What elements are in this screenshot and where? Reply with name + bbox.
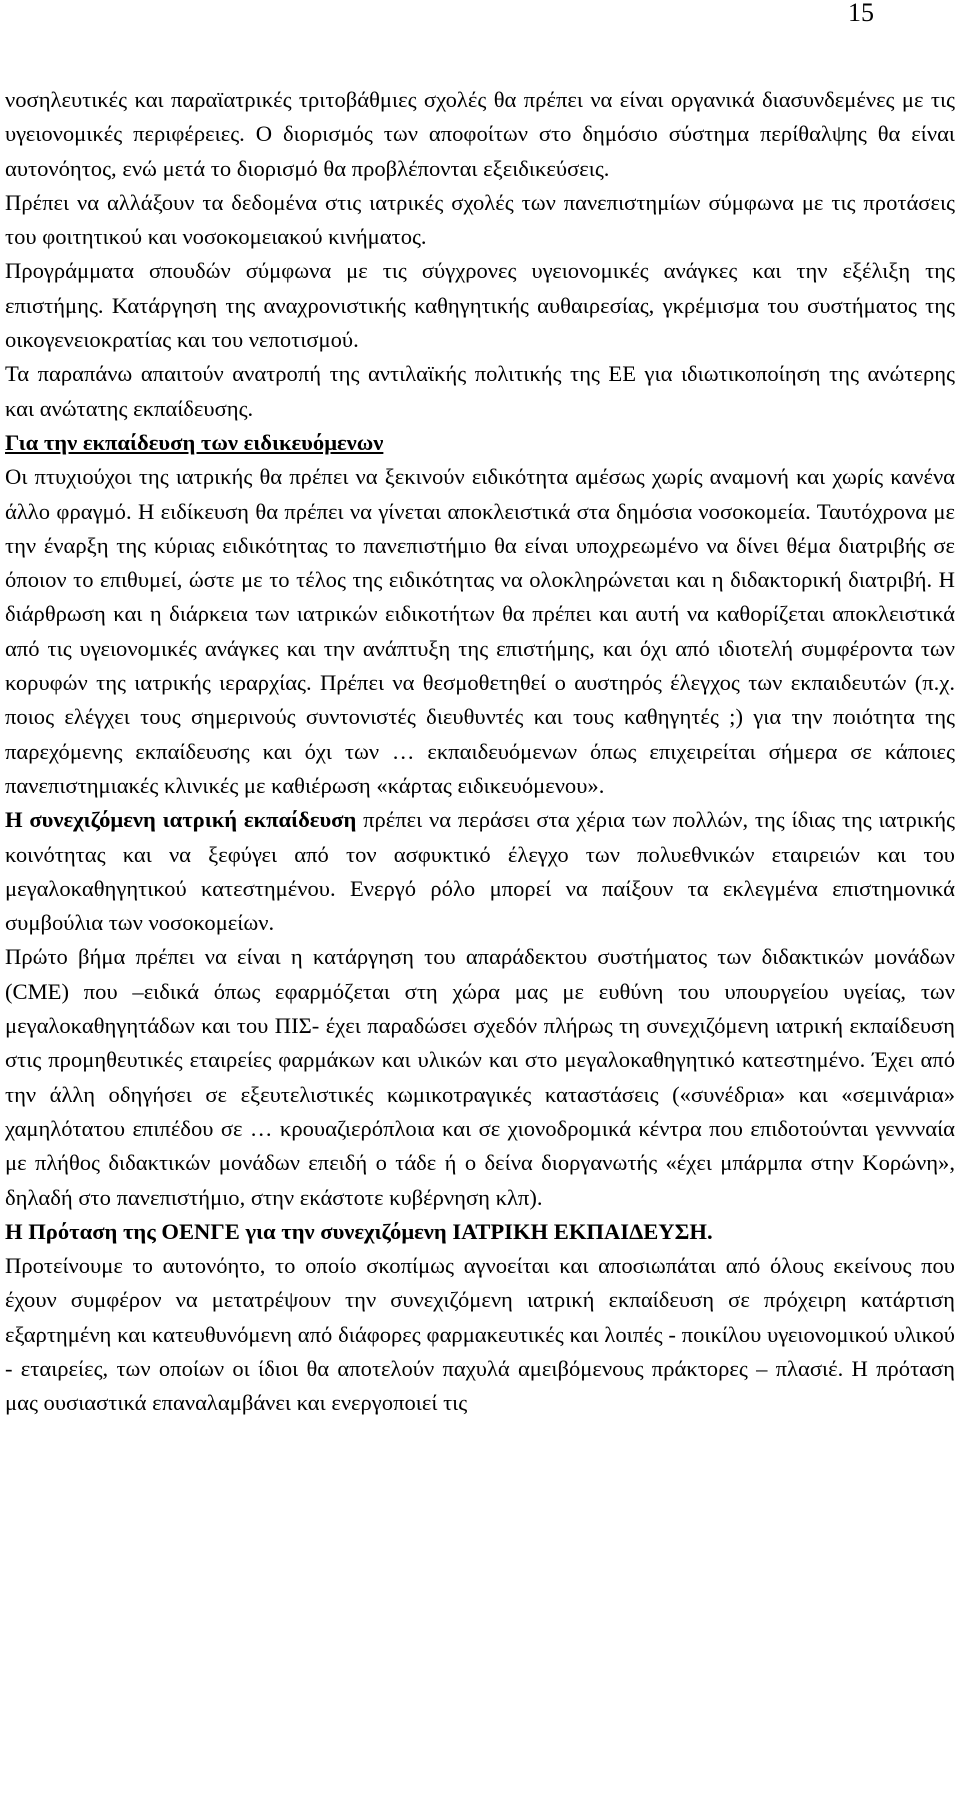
continuing-education-text: πρέπει να περάσει στα χέρια των πολλών, της ίδιας της ιατρικής κοινότητας και να ξεφύγει από τον ασφυκτικό έλεγχο των πολυεθνικών εταιρειών και του μεγαλοκαθηγητικού κατεστημένου. Ενεργό ρόλο μπορεί να παίξουν τα εκλεγμένα επιστημονικά συμβούλια των νοσοκομείων. (5, 807, 956, 936)
continuing-education-bold: Η συνεχιζόμενη ιατρική εκπαίδευση (5, 807, 357, 833)
paragraph-cme-abolition: Πρώτο βήμα πρέπει να είναι η κατάργηση του απαράδεκτου συστήματος των διδακτικών μονάδων (CME) που –ειδικά όπως εφαρμόζεται στη χώρα μας με ευθύνη του υπουργείου υγείας, των μεγαλοκαθηγητάδων και του ΠΙΣ- έχει παραδώσει σχεδόν πλήρως τη συνεχιζόμενη ιατρική εκπαίδευση στις προμηθευτικές εταιρείες φαρμάκων και υλικών και στο μεγαλοκαθηγητικό κατεστημένο. Έχει από την άλλη οδηγήσει σε εξευτελιστικές κωμικοτραγικές καταστάσεις («συνέδρια» και «σεμινάρια» χαμηλότατου επιπέδου σε … κρουαζιερόπλοια και σε χιονοδρομικά κέντρα που επιδοτούνται γεννναία με πλήθος διδακτικών μονάδων επειδή ο τάδε ή ο δείνα διοργανωτής «έχει μπάρμπα στην Κορώνη», δηλαδή στο πανεπιστήμιο, στην εκάστοτε κυβέρνηση κλπ). (5, 944, 955, 1210)
paragraph-nursing-schools: νοσηλευτικές και παραϊατρικές τριτοβάθμιες σχολές θα πρέπει να είναι οργανικά διασυνδεμένες με τις υγειονομικές περιφέρειες. Ο διορισμός των αποφοίτων στο δημόσιο σύστημα περίθαλψης θα είναι αυτονόητος, ενώ μετά το διορισμό θα προβλέπονται εξειδικεύσεις. (5, 87, 955, 181)
heading-residents-education: Για την εκπαίδευση των ειδικευόμενων (5, 429, 384, 455)
paragraph-residents: Οι πτυχιούχοι της ιατρικής θα πρέπει να ξεκινούν ειδικότητα αμέσως χωρίς αναμονή και χωρίς κανένα άλλο φραγμό. Η ειδίκευση θα πρέπει να γίνεται αποκλειστικά στα δημόσια νοσοκομεία. Ταυτόχρονα με την έναρξη της κύριας ειδικότητας το πανεπιστήμιο θα είναι υποχρεωμένο να δίνει θέμα διατριβής σε όποιον το επιθυμεί, ώστε με το τέλος της ειδικότητας να ολοκληρώνεται και η διδακτορική διατριβή. Η διάρθρωση και η διάρκεια των ιατρικών ειδικοτήτων θα πρέπει και αυτή να καθορίζεται αποκλειστικά από τις υγειονομικές ανάγκες και την ανάπτυξη της επιστήμης, και όχι από ιδιοτελή συμφέροντα των κορυφών της ιατρικής ιεραρχίας. Πρέπει να θεσμοθετηθεί ο αυστηρός έλεγχος των εκπαιδευτών (π.χ. ποιος ελέγχει τους σημερινούς συντονιστές διευθυντές και τους καθηγητές ;) για την ποιότητα της παρεχόμενης εκπαίδευσης και όχι των … εκπαιδευόμενων όπως επιχειρείται σήμερα σε κάποιες πανεπιστημιακές κλινικές με καθιέρωση «κάρτας ειδικευόμενου». (5, 464, 955, 798)
paragraph-proposal: Προτείνουμε το αυτονόητο, το οποίο σκοπίμως αγνοείται και αποσιωπάται από όλους εκείνους που έχουν συμφέρον να μετατρέψουν την συνεχιζόμενη ιατρική εκπαίδευση σε πρόχειρη κατάρτιση εξαρτημένη και κατευθυνόμενη από διάφορες φαρμακευτικές και λοιπές - ποικίλου υγειονομικού υλικού - εταιρείες, των οποίων οι ίδιοι θα αποτελούν παχυλά αμειβόμενους πράκτορες – πλασιέ. Η πρόταση μας ουσιαστικά επαναλαμβάνει και ενεργοποιεί τις (5, 1253, 955, 1416)
paragraph-curricula: Προγράμματα σπουδών σύμφωνα με τις σύγχρονες υγειονομικές ανάγκες και την εξέλιξη της επιστήμης. Κατάργηση της αναχρονιστικής καθηγητικής αυθαιρεσίας, γκρέμισμα του συστήματος της οικογενειοκρατίας και του νεποτισμού. (5, 258, 955, 353)
document-body (5, 83, 955, 1421)
paragraph-medical-schools: Πρέπει να αλλάξουν τα δεδομένα στις ιατρικές σχολές των πανεπιστημίων σύμφωνα με τις προτάσεις του φοιτητικού και νοσοκομειακού κινήματος. (5, 189, 955, 250)
paragraph-eu-policy: Τα παραπάνω απαιτούν ανατροπή της αντιλαϊκής πολιτικής της ΕΕ για ιδιωτικοποίηση της ανώτερης και ανώτατης εκπαίδευσης. (5, 361, 955, 421)
heading-oenge-proposal (5, 1215, 955, 1249)
page-number: 15 (848, 0, 874, 27)
oenge-proposal-bold: Η Πρόταση της ΟΕΝΓΕ για την συνεχιζόμενη ΙΑΤΡΙΚΗ ΕΚΠΑΙΔΕΥΣΗ. (5, 1218, 713, 1244)
paragraph-continuing-education (5, 803, 955, 940)
